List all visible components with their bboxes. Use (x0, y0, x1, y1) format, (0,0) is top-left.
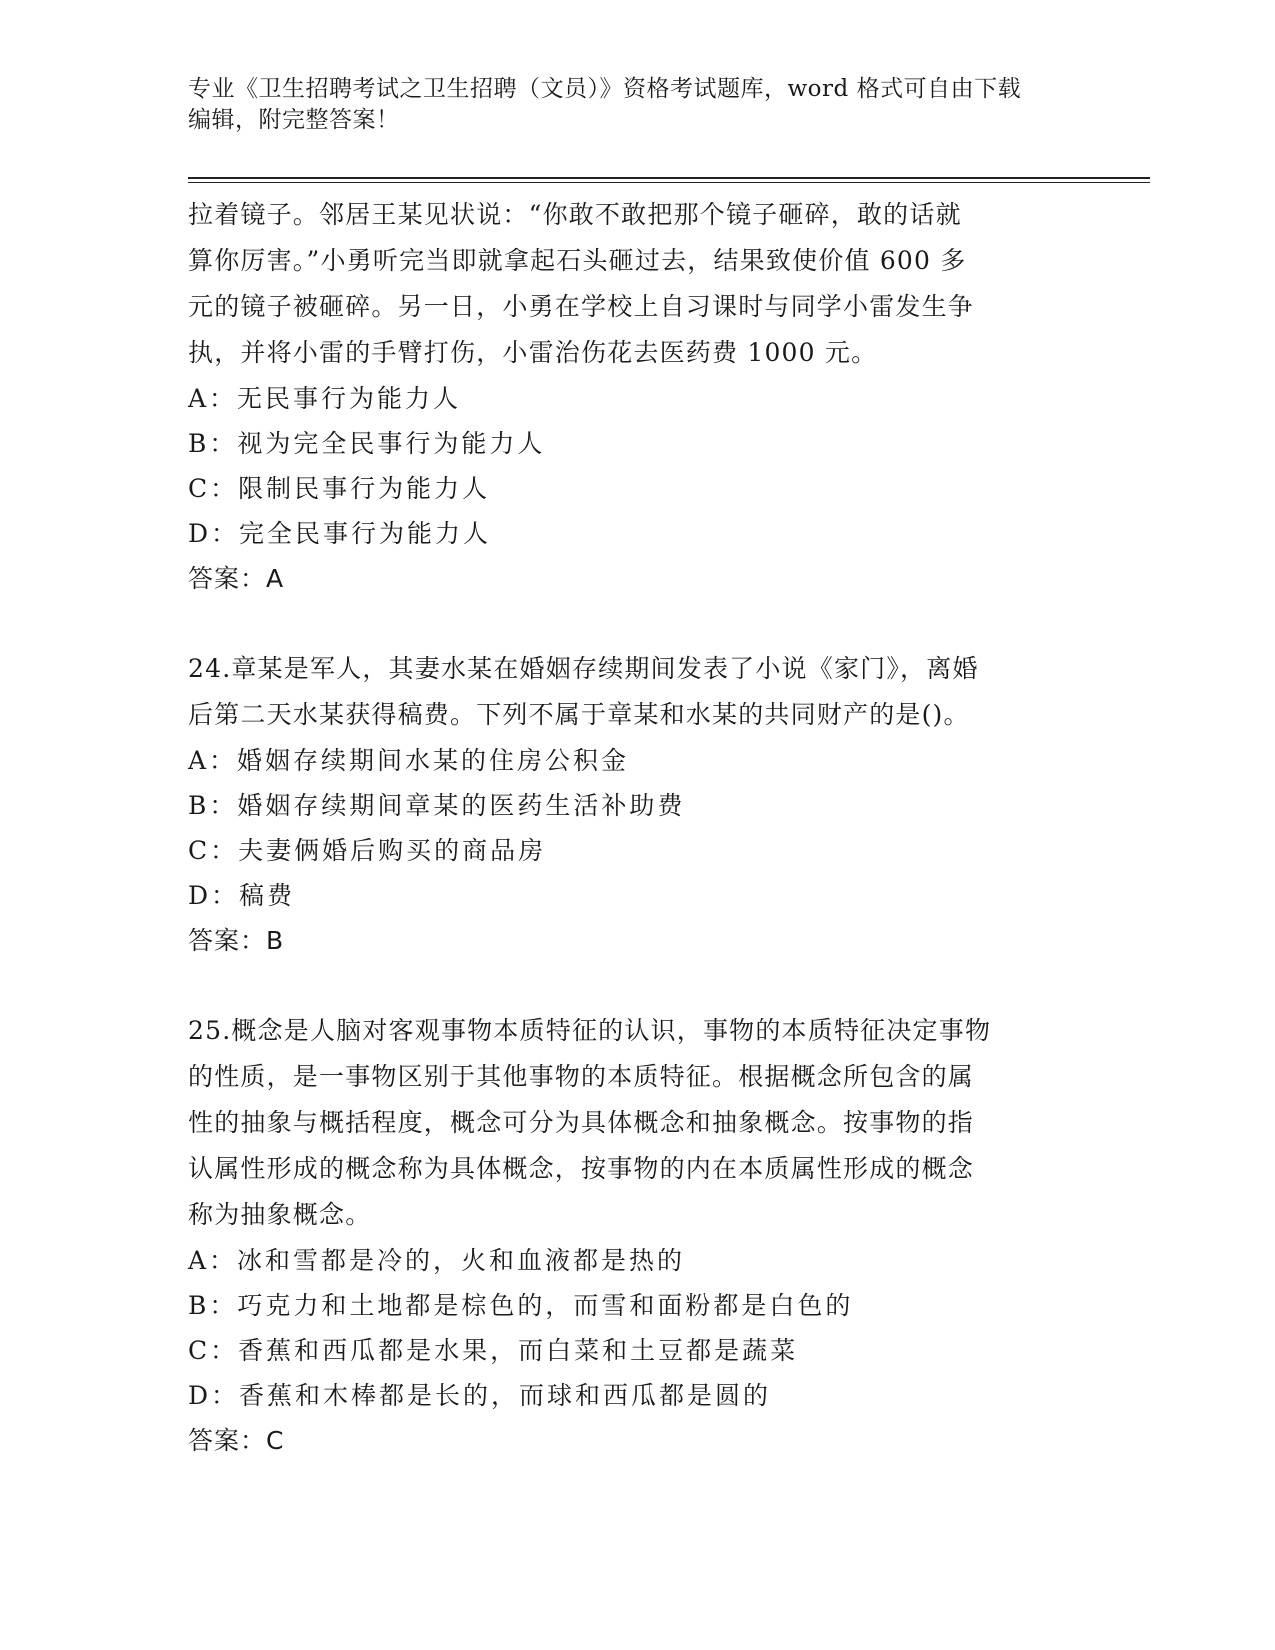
question-text-line: 执，并将小雷的手臂打伤，小雷治伤花去医药费 1000 元。 (188, 338, 878, 367)
question-text-line: 25.概念是人脑对客观事物本质特征的认识，事物的本质特征决定事物 (188, 1016, 992, 1045)
question-text-line: 称为抽象概念。 (188, 1200, 372, 1229)
question-text-line: 的性质，是一事物区别于其他事物的本质特征。根据概念所包含的属 (188, 1062, 975, 1091)
option-d: D：香蕉和木棒都是长的，而球和西瓜都是圆的 (188, 1381, 772, 1410)
answer: 答案：C (188, 1426, 285, 1455)
header-divider-thick (188, 177, 1150, 179)
question-text-line: 算你厉害。”小勇听完当即就拿起石头砸过去，结果致使价值 600 多 (188, 246, 967, 275)
option-a: A：冰和雪都是冷的，火和血液都是热的 (188, 1246, 686, 1275)
page-header (188, 74, 1088, 136)
question-text-line: 元的镜子被砸碎。另一日，小勇在学校上自习课时与同学小雷发生争 (188, 292, 975, 321)
question-text-line: 后第二天水某获得稿费。下列不属于章某和水某的共同财产的是()。 (188, 700, 970, 729)
option-b: B：巧克力和土地都是棕色的，而雪和面粉都是白色的 (188, 1291, 854, 1320)
header-line-1: 专业《卫生招聘考试之卫生招聘（文员）》资格考试题库，word 格式可自由下载 (188, 76, 1022, 102)
option-b: B：视为完全民事行为能力人 (188, 429, 546, 458)
question-list (188, 192, 1088, 1508)
header-line-2: 编辑，附完整答案！ (188, 107, 400, 133)
option-c: C：限制民事行为能力人 (188, 474, 491, 503)
question-25 (188, 1008, 1088, 1464)
option-b: B：婚姻存续期间章某的医药生活补助费 (188, 791, 686, 820)
option-c: C：夫妻俩婚后购买的商品房 (188, 836, 547, 865)
answer: 答案：A (188, 564, 285, 593)
option-d: D：完全民事行为能力人 (188, 519, 492, 548)
question-text-line: 认属性形成的概念称为具体概念，按事物的内在本质属性形成的概念 (188, 1154, 975, 1183)
question-text-line: 性的抽象与概括程度，概念可分为具体概念和抽象概念。按事物的指 (188, 1108, 975, 1137)
option-c: C：香蕉和西瓜都是水果，而白菜和土豆都是蔬菜 (188, 1336, 799, 1365)
option-a: A：婚姻存续期间水某的住房公积金 (188, 746, 630, 775)
question-text-line: 拉着镜子。邻居王某见状说：“你敢不敢把那个镜子砸碎，敢的话就 (188, 200, 962, 229)
question-23-continued (188, 192, 1088, 602)
answer: 答案：B (188, 926, 285, 955)
header-divider-thin (188, 182, 1150, 183)
option-d: D：稿费 (188, 881, 296, 910)
option-a: A：无民事行为能力人 (188, 384, 462, 413)
question-text-line: 24.章某是军人，其妻水某在婚姻存续期间发表了小说《家门》，离婚 (188, 654, 979, 683)
question-24 (188, 646, 1088, 964)
